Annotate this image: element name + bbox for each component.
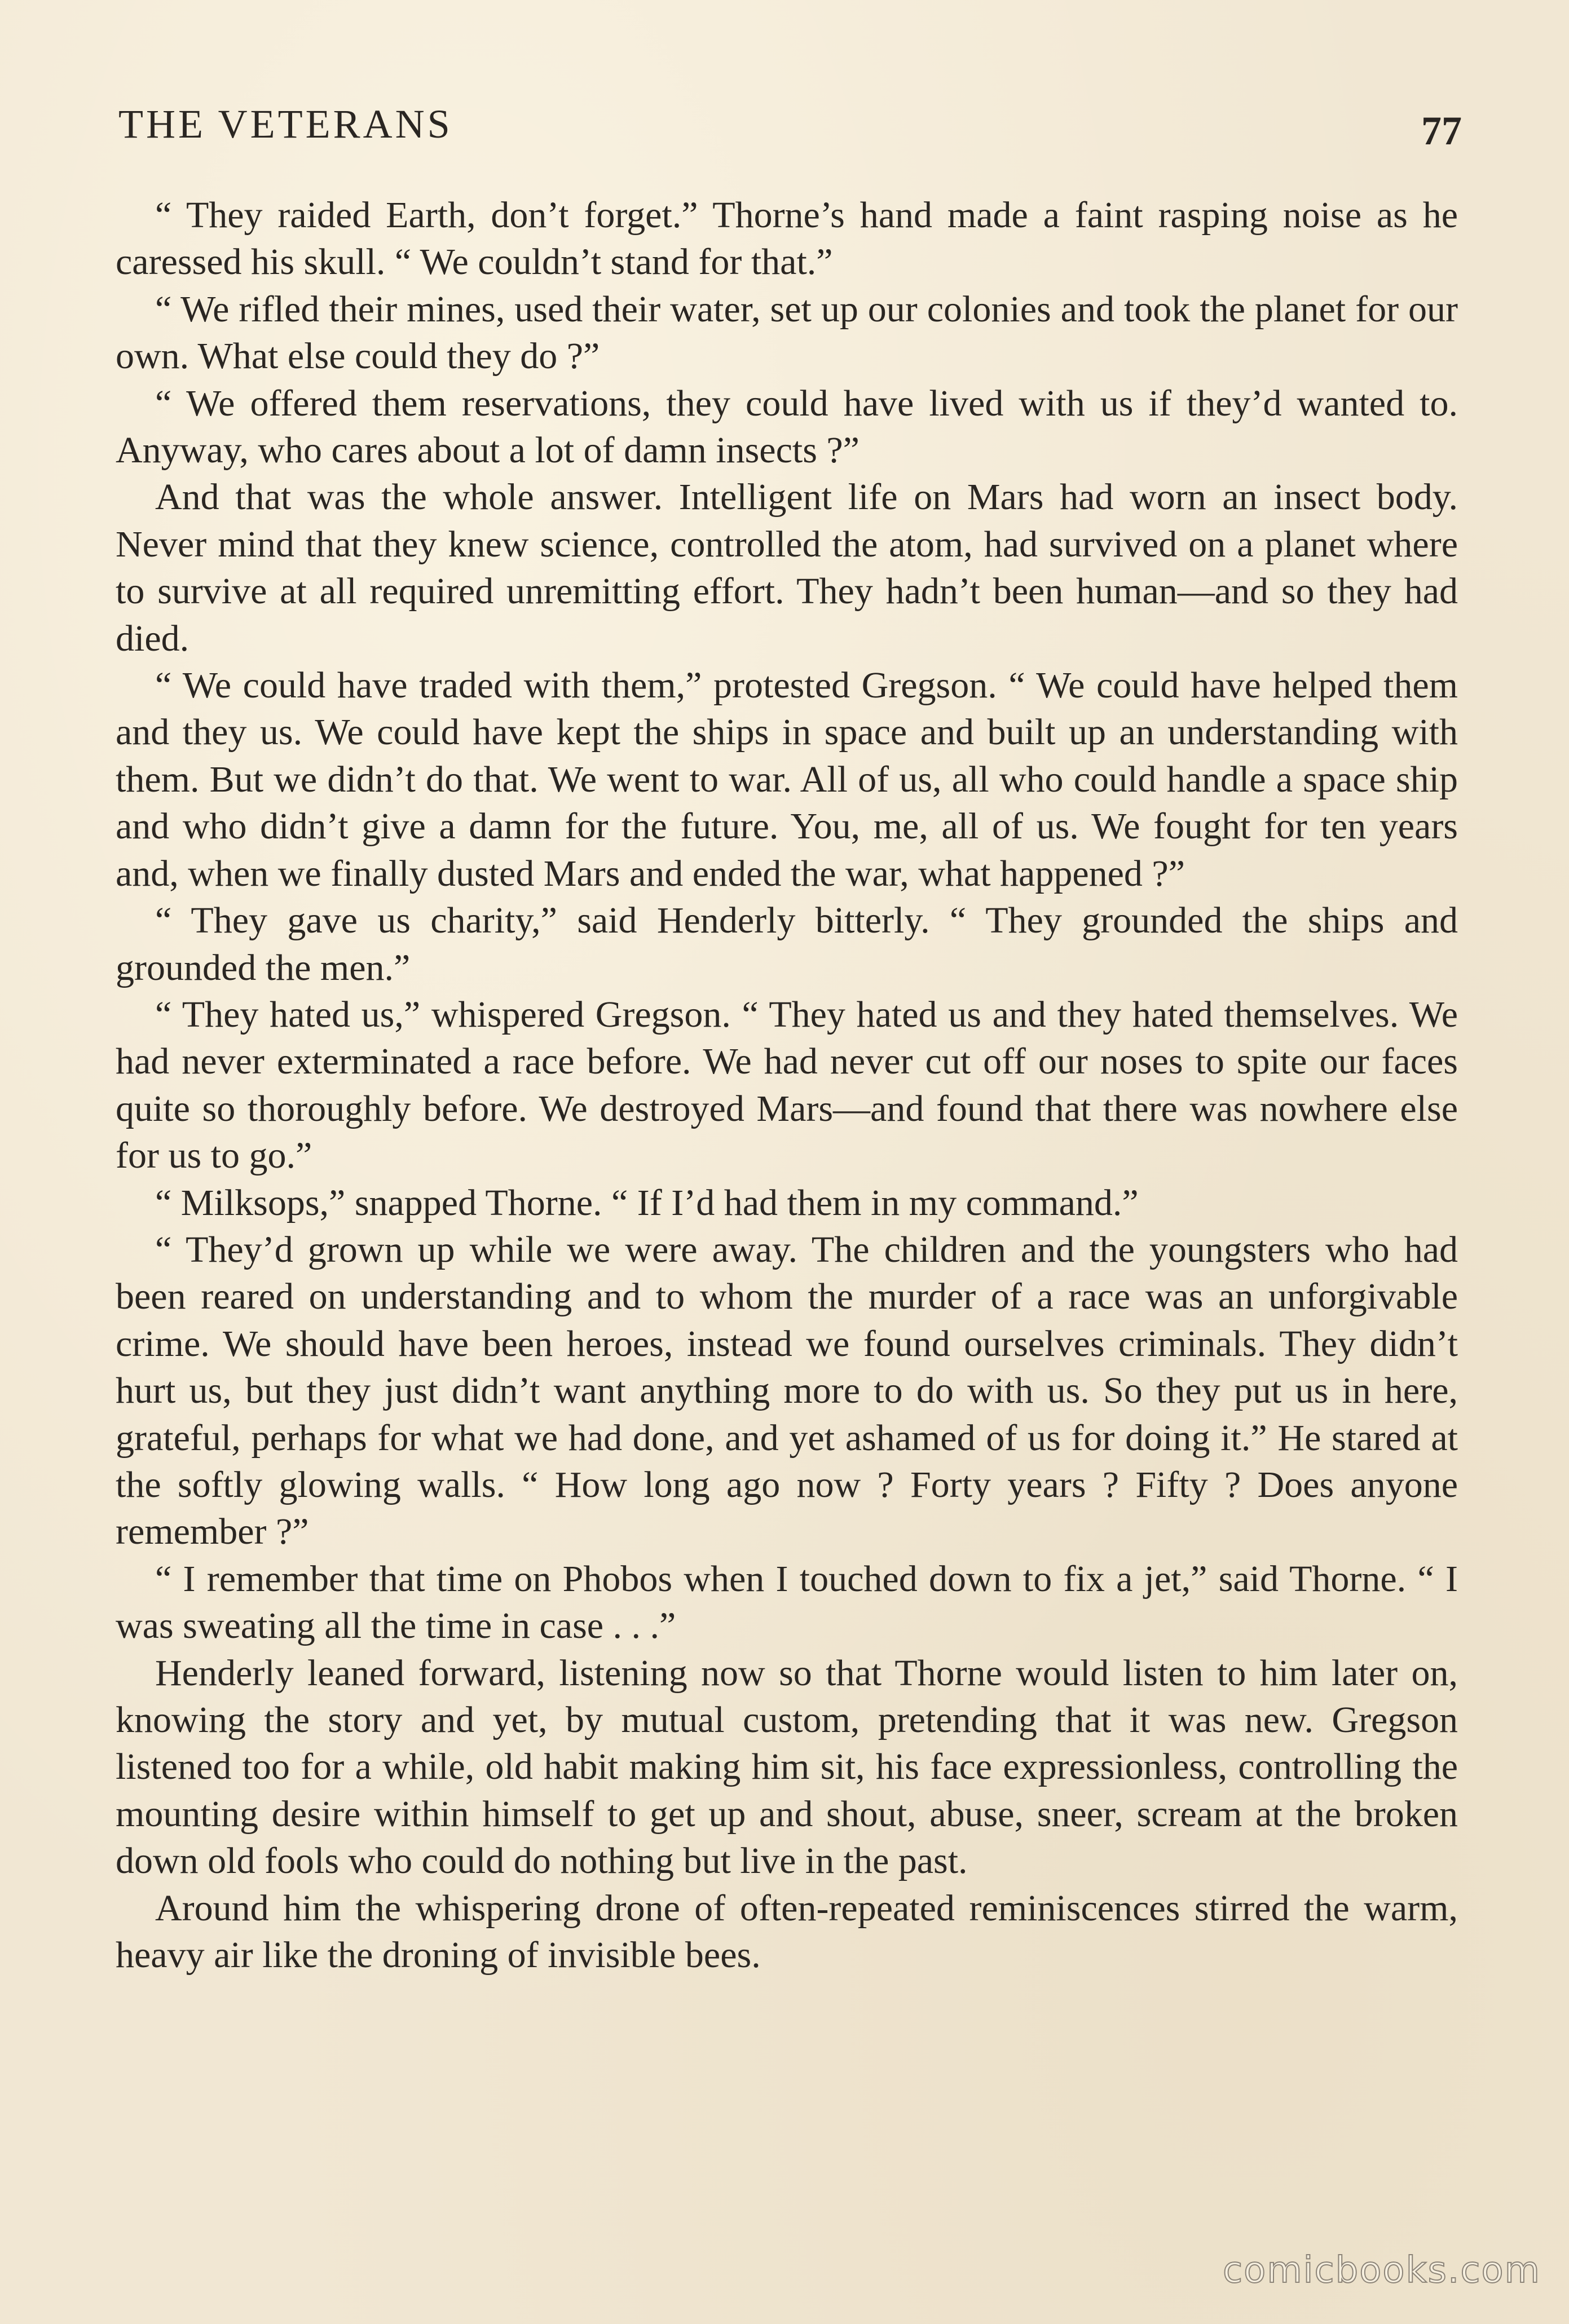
paragraph: And that was the whole answer. Intelligent life on Mars had worn an insect body. Never mind that they knew science, controlled the atom, had survived on a planet where to survive at all required unremitting effort. They hadn’t been human—and so they had died. — [116, 476, 1458, 659]
paragraph: “ I remember that time on Phobos when I touched down to fix a jet,” said Thorne. “ I was sweating all the time in case . . .” — [116, 1558, 1458, 1647]
paragraph: “ We offered them reservations, they could have lived with us if they’d wanted to. Anyway, who cares about a lot of damn insects ?” — [116, 382, 1458, 471]
page-number: 77 — [1421, 108, 1462, 153]
paragraph: “ Milksops,” snapped Thorne. “ If I’d had them in my command.” — [155, 1182, 1139, 1223]
page-header — [118, 96, 1462, 152]
paragraph: Around him the whispering drone of often-repeated reminiscences stirred the warm, heavy air like the droning of invisible bees. — [116, 1887, 1458, 1976]
paragraph: “ We rifled their mines, used their water, set up our colonies and took the planet for our own. What else could they do ?” — [116, 288, 1458, 377]
paragraph: “ They’d grown up while we were away. The children and the youngsters who had been reared on understanding and to whom the murder of a race was an unforgivable crime. We should have been heroes, instead we found ourselves criminals. They didn’t hurt us, but they just didn’t want anything more to do with us. So they put us in here, grateful, perhaps for what we had done, and yet ashamed of us for doing it.” He stared at the softly glowing walls. “ How long ago now ? Forty years ? Fifty ? Does anyone remember ?” — [116, 1229, 1458, 1553]
paragraph: “ They gave us charity,” said Henderly bitterly. “ They grounded the ships and grounded the men.” — [116, 900, 1458, 988]
running-head: THE VETERANS — [118, 101, 453, 147]
paragraph: “ They hated us,” whispered Gregson. “ They hated us and they hated themselves. We had never exterminated a race before. We had never cut off our noses to spite our faces quite so thoroughly before. We destroyed Mars—and found that there was nowhere else for us to go.” — [116, 993, 1458, 1177]
site-watermark: comicbooks.com — [1222, 2250, 1541, 2291]
body-text — [116, 192, 1458, 1978]
paragraph: “ We could have traded with them,” protested Gregson. “ We could have helped them and they us. We could have kept the ships in space and built up an understanding with them. But we didn’t do that. We went to war. All of us, all who could handle a space ship and who didn’t give a damn for the future. You, me, all of us. We fought for ten years and, when we finally dusted Mars and ended the war, what happened ?” — [116, 665, 1458, 894]
paragraph: “ They raided Earth, don’t forget.” Thorne’s hand made a faint rasping noise as he caressed his skull. “ We couldn’t stand for that.” — [116, 195, 1458, 283]
paragraph: Henderly leaned forward, listening now so that Thorne would listen to him later on, knowing the story and yet, by mutual custom, pretending that it was new. Gregson listened too for a while, old habit making him sit, his face expressionless, controlling the mounting desire within himself to get up and shout, abuse, sneer, scream at the broken down old fools who could do nothing but live in the past. — [116, 1652, 1458, 1882]
